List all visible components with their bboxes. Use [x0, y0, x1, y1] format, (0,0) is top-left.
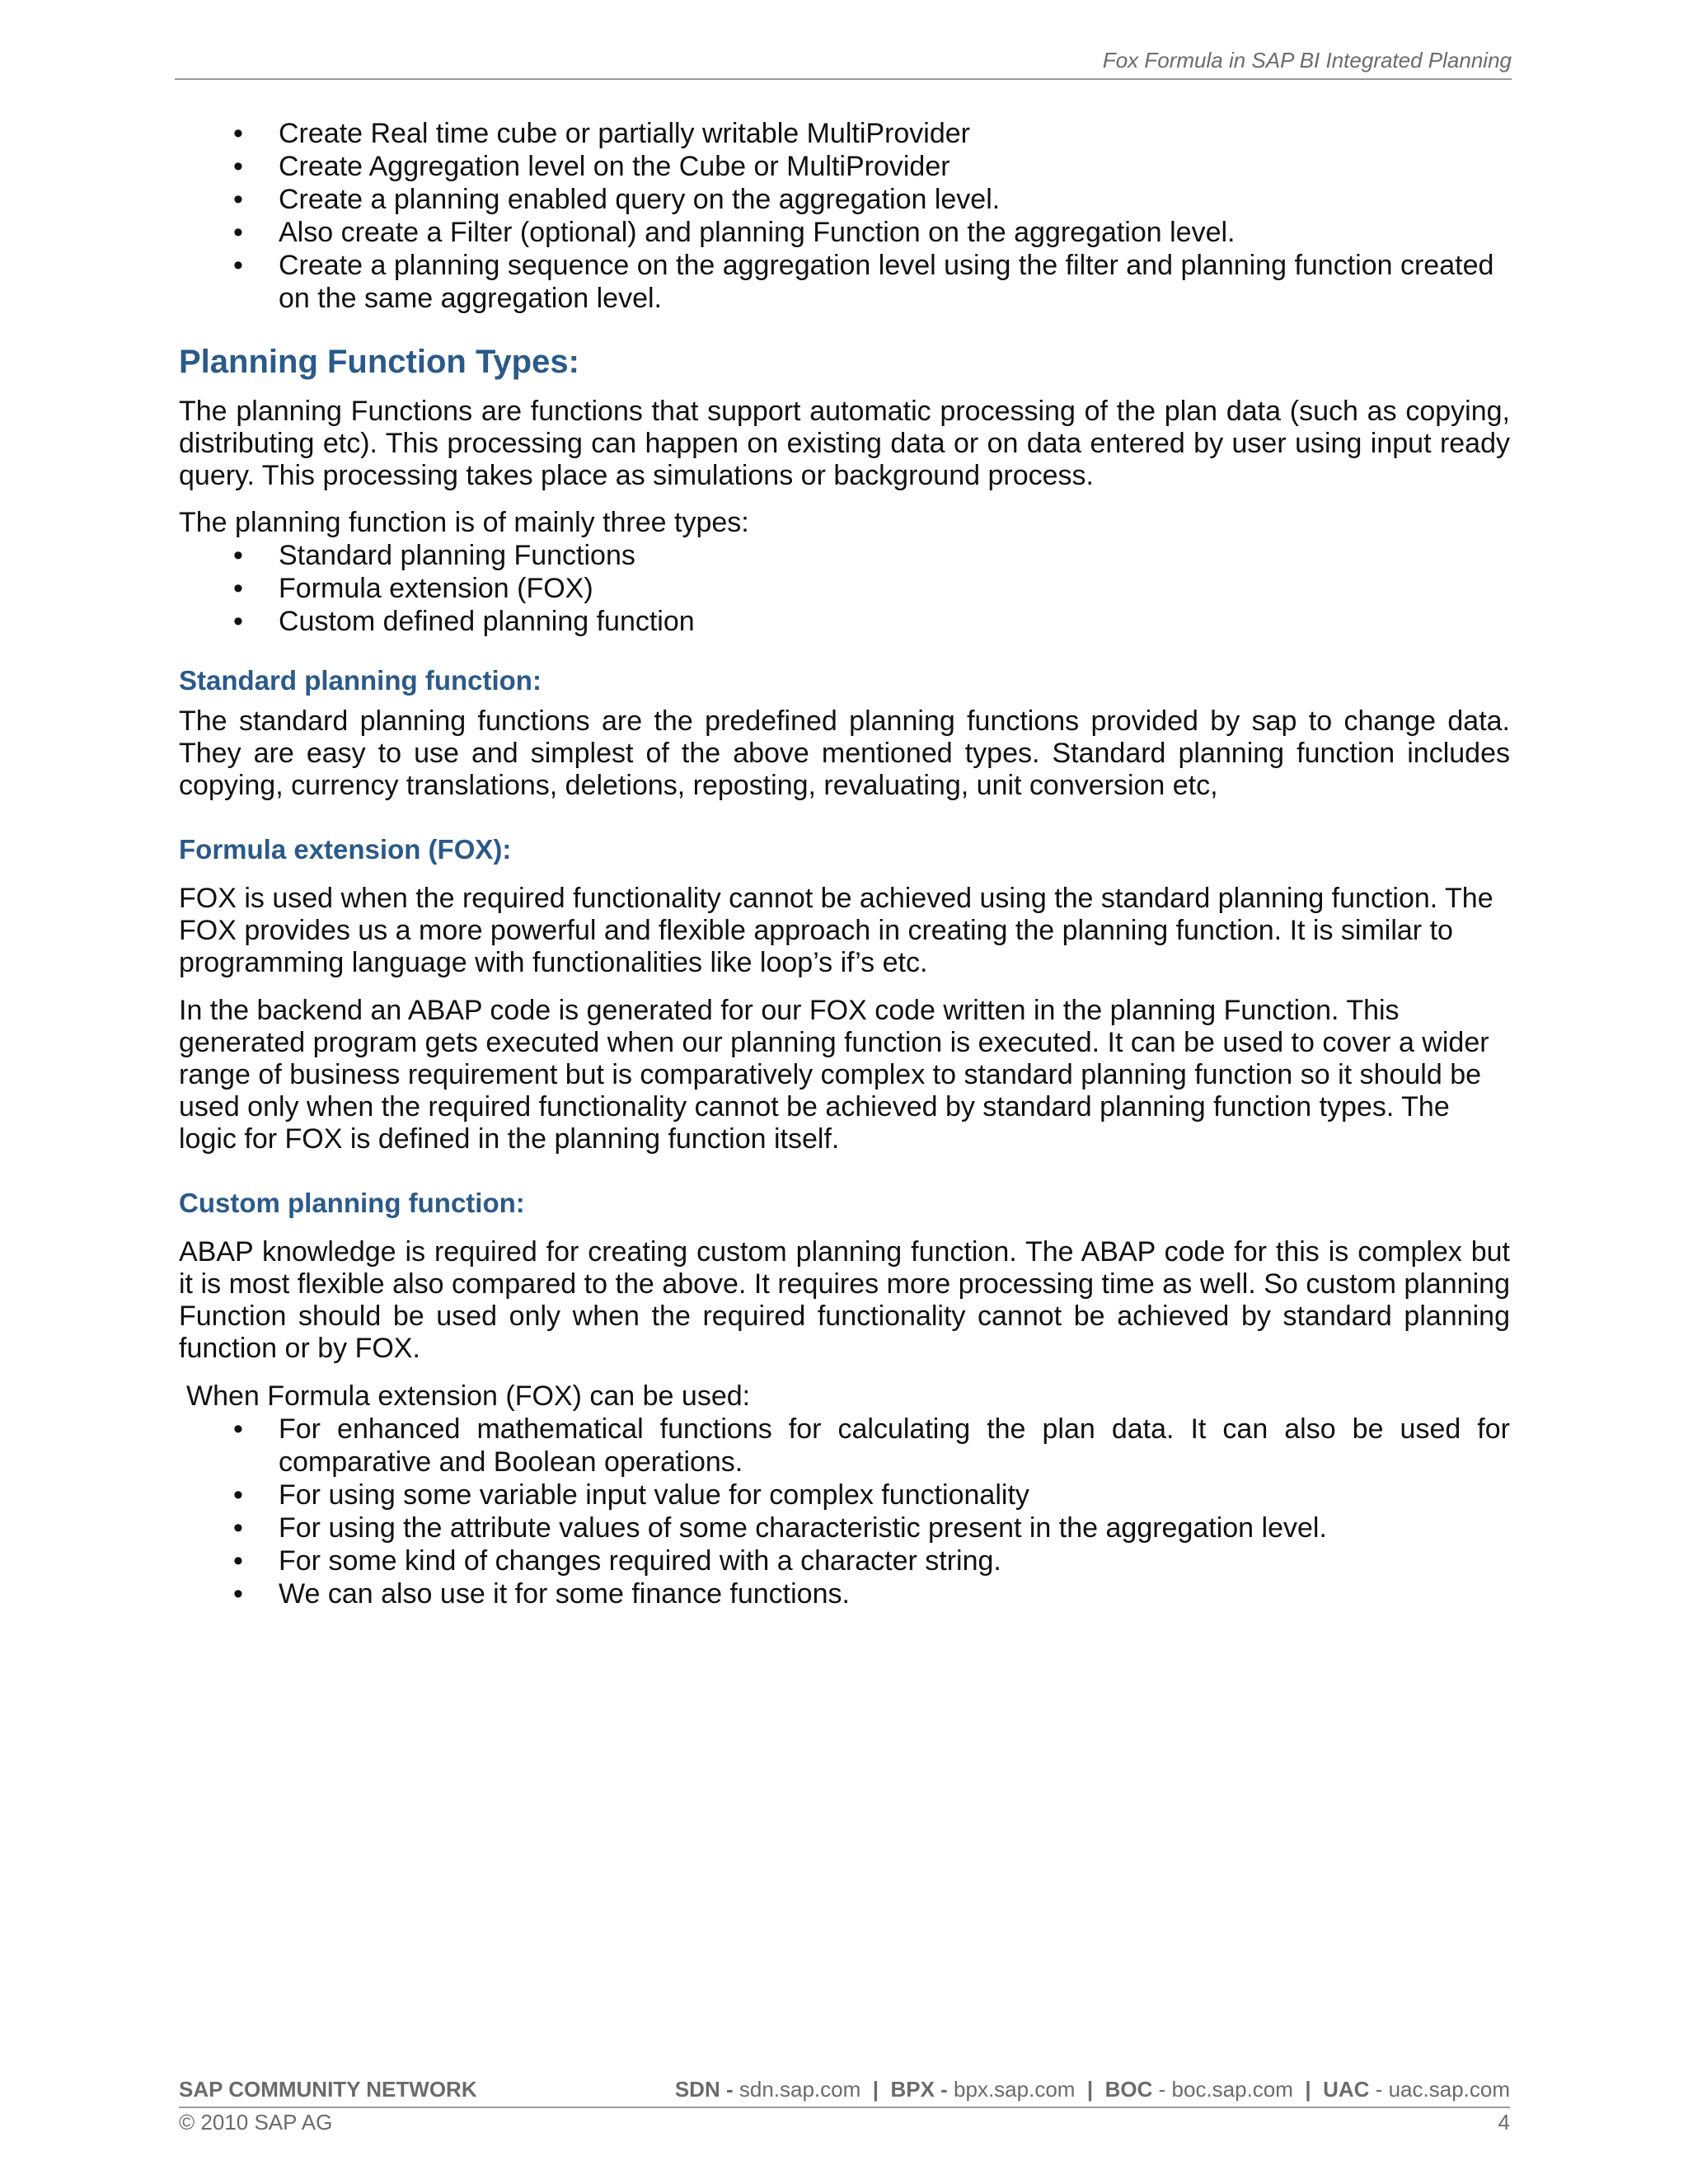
list-item: • Also create a Filter (optional) and planning Function on the aggregation level. — [179, 216, 1510, 249]
list-item: • Standard planning Functions — [179, 539, 1510, 572]
list-item: • For some kind of changes required with a character string. — [179, 1544, 1510, 1577]
list-item: • For using the attribute values of some characteristic present in the aggregation level. — [179, 1511, 1510, 1544]
footer-separator: | — [1086, 2077, 1094, 2102]
custom-title: Custom planning function: — [179, 1188, 525, 1218]
header-title: Fox Formula in SAP BI Integrated Planning — [1102, 48, 1512, 73]
footer-link-uac[interactable]: - uac.sap.com — [1375, 2077, 1510, 2102]
list-item: • Create Aggregation level on the Cube or MultiProvider — [179, 150, 1510, 183]
list-item: • Formula extension (FOX) — [179, 572, 1510, 605]
standard-title: Standard planning function: — [179, 665, 542, 696]
page-number: 4 — [1498, 2110, 1510, 2135]
footer-link-label: UAC — [1323, 2077, 1370, 2102]
footer-link-label: BOC — [1104, 2077, 1153, 2102]
fox-paragraph-2: In the backend an ABAP code is generated for our FOX code written in the planning Function. This generated program gets executed when our planning function is executed. It can be used to cover a wider range of business requirement but is comparatively complex to standard planning function so it should be used only when the required functionality cannot be achieved by standard planning function types. The logic for FOX is defined in the planning function itself. — [179, 995, 1489, 1155]
fox-paragraph-1: FOX is used when the required functionality cannot be achieved using the standard planning function. The FOX provides us a more powerful and flexible approach in creating the planning function. It is similar to programming language with functionalities like loop’s if’s etc. — [179, 883, 1493, 978]
types-list — [179, 539, 1510, 638]
footer-link-bpx[interactable]: bpx.sap.com — [954, 2077, 1076, 2102]
footer-separator: | — [872, 2077, 879, 2102]
standard-paragraph: The standard planning functions are the predefined planning functions provided by sap to change data. They are easy to use and simplest of the above mentioned types. Standard planning function includes copying, currency translations, deletions, reposting, revaluating, unit conversion etc, — [179, 705, 1510, 801]
list-item: • Custom defined planning function — [179, 605, 1510, 638]
footer-separator: | — [1305, 2077, 1311, 2102]
footer-link-sdn[interactable]: sdn.sap.com — [738, 2077, 861, 2102]
footer-network-name: SAP COMMUNITY NETWORK — [179, 2077, 477, 2102]
list-item: • Create Real time cube or partially writable MultiProvider — [179, 117, 1510, 150]
footer-meta — [179, 2110, 1510, 2139]
when-list — [179, 1413, 1510, 1610]
footer-links-bar — [179, 2077, 1510, 2107]
fox-title: Formula extension (FOX): — [179, 834, 512, 865]
list-item: • Create a planning enabled query on the aggregation level. — [179, 183, 1510, 216]
page-header — [175, 45, 1512, 80]
types-lead: The planning function is of mainly three types: — [179, 507, 749, 538]
list-item: • For enhanced mathematical functions for calculating the plan data. It can also be used for comparative and Boolean operations. — [179, 1413, 1510, 1479]
section-intro-paragraph: The planning Functions are functions that support automatic processing of the plan data (such as copying, distributing etc). This processing can happen on existing data or on data entered by user using input ready query. This processing takes place as simulations or background process. — [179, 396, 1510, 491]
when-lead: When Formula extension (FOX) can be used: — [186, 1380, 751, 1412]
footer-link-boc[interactable]: - boc.sap.com — [1158, 2077, 1293, 2102]
footer-links — [675, 2077, 1510, 2102]
intro-bullet-list — [179, 117, 1510, 315]
page-content — [179, 117, 1510, 1610]
footer-link-label: SDN - — [674, 2077, 734, 2102]
custom-paragraph: ABAP knowledge is required for creating custom planning function. The ABAP code for this is complex but it is most flexible also compared to the above. It requires more processing time as well. So custom planning Function should be used only when the required functionality cannot be achieved by standard planning function or by FOX. — [179, 1236, 1510, 1364]
list-item: • For using some variable input value for complex functionality — [179, 1479, 1510, 1511]
footer-link-label: BPX - — [890, 2077, 948, 2102]
list-item: • Create a planning sequence on the aggregation level using the filter and planning function created on the same aggregation level. — [179, 249, 1510, 315]
footer-copyright: © 2010 SAP AG — [179, 2110, 333, 2135]
section-title: Planning Function Types: — [179, 344, 579, 380]
list-item: • We can also use it for some finance functions. — [179, 1577, 1510, 1610]
footer-divider — [179, 2107, 1510, 2108]
